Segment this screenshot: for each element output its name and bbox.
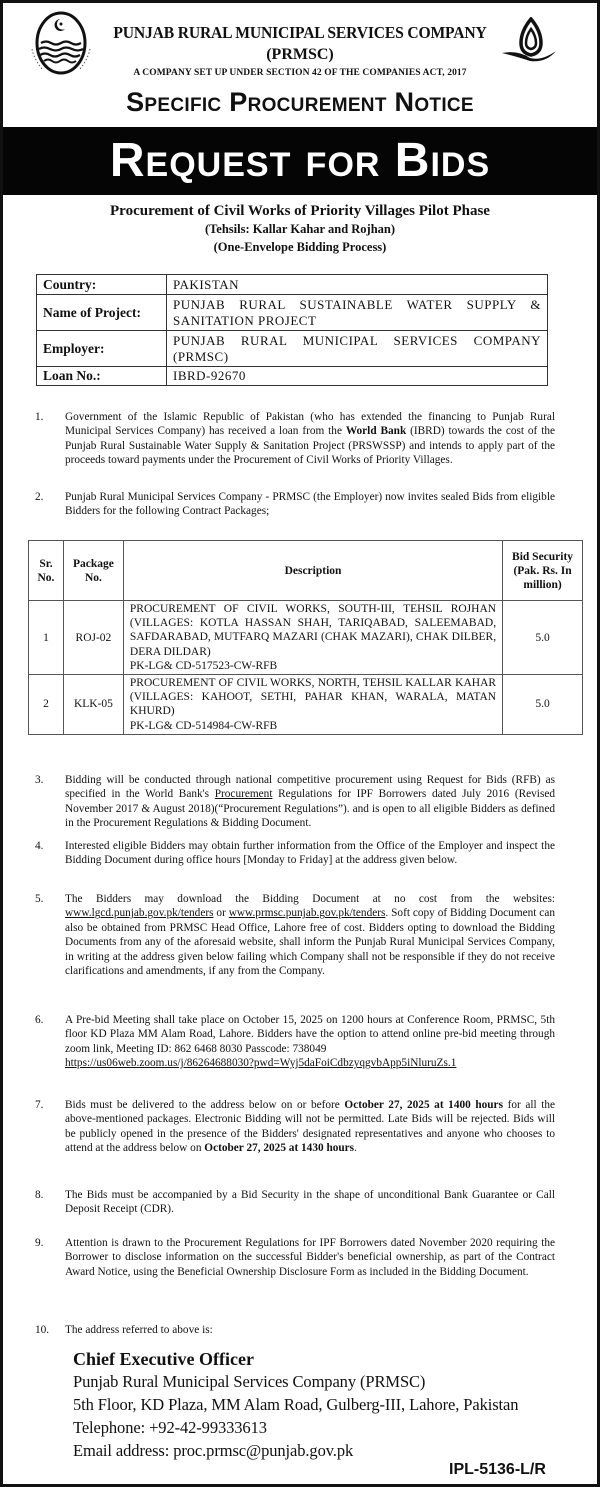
paragraph-2 [35, 490, 555, 519]
paragraph-text: Regulations for IPF Borrowers dated July 2016 (Revised November 2017 & August 2018)(“Procurement Regulations”). and is open to all eligible Bidders as defined in the Procurement Regulations & Bidding Document. [65, 788, 556, 830]
paragraph-number: 8. [35, 1189, 44, 1201]
sr-no-cell: 1 [29, 601, 64, 675]
opening-time: October 27, 2025 at 1430 hours [204, 1142, 355, 1155]
info-label: Name of Project: [37, 295, 167, 331]
submission-deadline: October 27, 2025 at 1400 hours [344, 1099, 503, 1111]
procurement-subheading: Procurement of Civil Works of Priority Villages Pilot Phase [110, 203, 490, 219]
info-row-loan [37, 367, 548, 386]
paragraph-text: Interested eligible Bidders may obtain further information from the Office of the Employer and inspect the Bidding Document during office hours [Monday to Friday] at the address given below. [65, 840, 555, 867]
info-row-project [37, 295, 548, 331]
paragraph-9 [35, 1236, 555, 1279]
org-subtitle: A COMPANY SET UP UNDER SECTION 42 OF THE COMPANIES ACT, 2017 [133, 68, 467, 78]
paragraph-number: 3. [35, 774, 44, 786]
description-text: PROCUREMENT OF CIVIL WORKS, NORTH, TEHSIL KALLAR KAHAR (VILLAGES: KAHOOT, SETHI, PAHAR KHAN, WARALA, MATAN KHURD) [129, 677, 497, 718]
paragraph-text: The Bidders may download the Bidding Document at no cost from the websites: [65, 893, 555, 905]
sr-no-cell: 2 [29, 675, 64, 735]
paragraph-text: Bidding will be conducted through national competitive procurement using Request for Bids (RFB) as specified in the World Bank's [65, 774, 555, 801]
column-header-package-no: Package No. [63, 541, 123, 601]
paragraph-text: Attention is drawn to the Procurement Regulations for IPF Borrowers dated November 2020 requiring the Borrower to disclose information on the successful Bidder's beneficial ownership, as part of the Contract Award Notice, using the Beneficial Ownership Disclosure Form as included in the Bidding Document. [65, 1237, 555, 1278]
description-cell [123, 601, 502, 675]
paragraph-5 [35, 892, 555, 978]
package-reference: PK-LG& CD-517523-CW-RFB [129, 659, 278, 672]
paragraph-number: 6. [35, 1014, 44, 1026]
paragraph-8 [35, 1188, 555, 1217]
info-row-employer [37, 331, 548, 367]
paragraph-7 [35, 1098, 555, 1156]
bid-security-cell: 5.0 [503, 675, 583, 735]
org-name: PUNJAB RURAL MUNICIPAL SERVICES COMPANY [113, 23, 487, 42]
tehsils-subheading: (Tehsils: Kallar Kahar and Rojhan) [204, 222, 396, 236]
column-header-bid-security: Bid Security (Pak. Rs. In million) [503, 541, 583, 601]
ipl-reference-code: IPL-5136-L/R [449, 1461, 546, 1478]
info-label: Country: [37, 275, 167, 295]
prmsc-tenders-link[interactable]: www.prmsc.punjab.gov.pk/tenders [228, 907, 386, 920]
email-link[interactable]: proc.prmsc@punjab.gov.pk [173, 1441, 354, 1460]
address-block [73, 1349, 593, 1462]
email-line [73, 1439, 593, 1462]
paragraph-text: Punjab Rural Municipal Services Company - PRMSC (the Employer) now invites sealed Bids from eligible Bidders for the following Contract Packages; [65, 491, 555, 518]
request-for-bids-banner: Request for Bids [3, 127, 597, 195]
paragraph-number: 9. [35, 1237, 44, 1249]
table-header-row [29, 541, 583, 601]
package-no-cell: KLK-05 [63, 675, 123, 735]
bidding-process-subheading: (One-Envelope Bidding Process) [213, 240, 387, 254]
paragraph-text: The address referred to above is: [65, 1324, 213, 1336]
package-no-cell: ROJ-02 [63, 601, 123, 675]
bid-security-cell: 5.0 [503, 601, 583, 675]
paragraph-number: 10. [35, 1324, 50, 1336]
paragraph-text: or [213, 907, 229, 920]
prmsc-water-drop-icon [500, 17, 560, 67]
info-label: Loan No.: [37, 367, 167, 386]
project-info-table [36, 274, 548, 386]
info-row-country [37, 275, 548, 295]
world-bank-text: World Bank [345, 425, 407, 438]
telephone-line: Telephone: +92-42-99333613 [73, 1418, 267, 1437]
paragraph-text: (IBRD) towards the cost of the Punjab Rural Sustainable Water Supply & Sanitation Project (PRSWSSP) and intends to apply part of the proceeds toward payments under the Procurement of Civil Works of Priority Villages. [65, 425, 555, 467]
table-row [29, 601, 583, 675]
package-reference: PK-LG& CD-514984-CW-RFB [129, 719, 278, 732]
column-header-description: Description [123, 541, 502, 601]
contract-packages-table [28, 540, 583, 735]
paragraph-4 [35, 839, 555, 868]
lgcd-tenders-link[interactable]: www.lgcd.punjab.gov.pk/tenders [65, 907, 214, 920]
header [3, 3, 597, 83]
address-title: Chief Executive Officer [73, 1349, 254, 1369]
paragraph-text: Bids must be delivered to the address below on or before [65, 1099, 345, 1111]
paragraph-text: Government of the Islamic Republic of Pakistan (who has extended the financing to Punjab Rural Municipal Services Company) has received a loan from the [65, 411, 555, 438]
paragraph-3 [35, 773, 555, 831]
table-row [29, 675, 583, 735]
address-line: 5th Floor, KD Plaza, MM Alam Road, Gulberg-III, Lahore, Pakistan [73, 1395, 519, 1414]
paragraph-10 [35, 1323, 555, 1337]
address-line: Punjab Rural Municipal Services Company (PRMSC) [73, 1372, 426, 1391]
punjab-emblem-icon [29, 9, 93, 77]
column-header-sr-no: Sr. No. [29, 541, 64, 601]
notice-title: Specific Procurement Notice [126, 87, 474, 117]
zoom-meeting-link[interactable]: https://us06web.zoom.us/j/86264688030?pwd=Wyj5daFoiCdbzyqgvbApp5iNluruZs.1 [65, 1057, 457, 1070]
paragraph-6 [35, 1013, 555, 1071]
paragraph-text: for all the above-mentioned packages. Electronic Bidding will not be permitted. Late Bids will be rejected. Bids will be publicly opened in the presence of the Bidders' designated representatives and anyone who chooses to attend at the address below on [65, 1099, 555, 1155]
info-value: PUNJAB RURAL MUNICIPAL SERVICES COMPANY (PRMSC) [167, 331, 548, 367]
info-value: PUNJAB RURAL SUSTAINABLE WATER SUPPLY & SANITATION PROJECT [167, 295, 548, 331]
paragraph-number: 2. [35, 491, 44, 503]
info-value: PAKISTAN [167, 275, 548, 295]
description-text: PROCUREMENT OF CIVIL WORKS, SOUTH-III, TEHSIL ROJHAN (VILLAGES: KOTLA HASSAN SHAH, TARIQABAD, SALEEMABAD, SAFDARABAD, MUTFARQ MAZARI (CHAK MAZARI), CHAK DILBER, DERA DILDAR) [129, 603, 497, 658]
paragraph-text: A Pre-bid Meeting shall take place on October 15, 2025 on 1200 hours at Conference Room, PRMSC, 5th floor KD Plaza MM Alam Road, Lahore. Bidders have the option to attend online pre-bid meeting through zoom link, Meeting ID: 862 6468 8030 Passcode: 738049 [65, 1014, 555, 1055]
paragraph-1 [35, 410, 555, 468]
paragraph-number: 4. [35, 840, 44, 852]
paragraph-number: 1. [35, 411, 44, 423]
paragraph-number: 7. [35, 1099, 44, 1111]
info-value: IBRD-92670 [167, 367, 548, 386]
description-cell [123, 675, 502, 735]
info-label: Employer: [37, 331, 167, 367]
email-label: Email address: [73, 1441, 174, 1460]
paragraph-text: . [354, 1142, 357, 1155]
org-abbreviation: (PRMSC) [266, 46, 334, 63]
procurement-underlined-text: Procurement [214, 788, 273, 801]
paragraph-number: 5. [35, 893, 44, 905]
paragraph-text: . Soft copy of Bidding Document can also be obtained from PRMSC Head Office, Lahore free of cost. Bidders opting to download the Bidding Documents from any of the aforesaid website, shall inform the Punjab Rural Municipal Services Company, in writing at the address given below failing which Company shall not be responsible if they do not receive clarifications and amendments, if any from the Company. [65, 907, 555, 978]
paragraph-text: The Bids must be accompanied by a Bid Security in the shape of unconditional Bank Guarantee or Call Deposit Receipt (CDR). [65, 1189, 555, 1216]
